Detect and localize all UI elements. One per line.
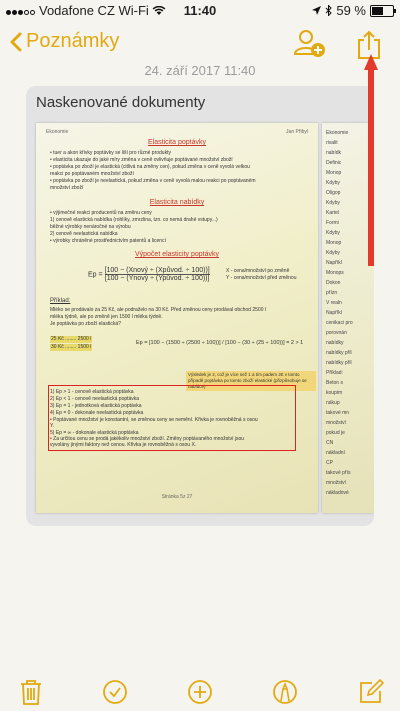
box-line: 5) Ep = ∞ - dokonale elastická poptávka <box>50 430 139 436</box>
next-page-line: pokud je <box>326 430 345 436</box>
battery-icon <box>370 5 394 17</box>
next-page-line: nákup <box>326 400 340 406</box>
next-page-line: množství <box>326 480 347 486</box>
text-line: • tuer a akon křivky poptávky se liší pro různé produkty <box>50 150 171 156</box>
box-line: • Za určitou cenu se prodá jakékoliv množství zboží. Změny poptávaného množství jsou <box>50 436 245 442</box>
text-line: 2) cenově neelastická nabídka <box>50 231 118 237</box>
box-line: 3) Ep = 1 - jednotková elastická poptávka <box>50 403 142 409</box>
next-page-line: takové mn <box>326 410 350 416</box>
next-page-line: Dokon <box>326 280 341 286</box>
status-bar <box>0 0 400 20</box>
trash-icon[interactable] <box>18 679 44 705</box>
red-arrow-annotation <box>364 54 378 268</box>
text-line: • poptávka po zboží je elastická (citlivá na změny cen), pokud změna v ceně vyvolá velkou <box>50 164 250 170</box>
next-page-line: Kartel <box>326 210 340 216</box>
text-line: Je poptávka po zboží elastická? <box>50 321 121 327</box>
next-page-line: Kdyby <box>326 230 340 236</box>
markup-icon[interactable] <box>272 679 298 705</box>
add-people-icon[interactable] <box>292 28 326 58</box>
section-title: Výpočet elasticity poptávky <box>134 251 220 258</box>
next-page-line: nabídk <box>326 150 342 156</box>
add-icon[interactable] <box>187 679 213 705</box>
location-icon <box>312 6 321 15</box>
section-title: Elasticita nabídky <box>149 199 205 206</box>
formula-numerator: [100 − (Xnový ÷ (Xpůvod. ÷ 100))] <box>104 267 210 274</box>
page-header-left: Ekonomie <box>46 129 69 135</box>
next-page-line: Napříkl <box>326 260 342 266</box>
carrier-label: Vodafone CZ Wi-Fi <box>39 3 149 18</box>
next-page-line: koupim <box>326 390 343 396</box>
next-page-line: Napříkl <box>326 310 342 316</box>
next-page-line: nabídky přil <box>326 360 352 366</box>
next-page-line: rivalit <box>326 140 338 146</box>
box-line: • Poptávané množství je konstantní, se změnou ceny se nemění. Křivka je rovnoběžná s osou <box>50 417 258 423</box>
text-line: reakci po poptávaném množství zboží <box>50 171 134 177</box>
next-page-line: Příklad: <box>326 370 343 376</box>
next-page-line: Ekonomie <box>326 130 349 136</box>
box-line: Y. <box>50 423 55 429</box>
formula-lhs: Ep = <box>88 271 103 279</box>
scanned-documents-title: Naskenované dokumenty <box>36 94 206 111</box>
text-line: • výrobky chráněné prostřednictvím patentů a licencí <box>50 238 166 244</box>
next-page-line: přízn <box>326 290 338 296</box>
text-line: 1) cenově elastická nabídka (rohlíky, zmrzlina, tzn. co nemá drahé vstupy...) <box>50 217 218 223</box>
text-line: běžné výrobky nenáročné na výrobu <box>50 224 131 230</box>
formula-y-legend: Y - cena/množství před změnou <box>226 275 297 281</box>
next-page-line: množství <box>326 420 347 426</box>
back-label: Poznámky <box>26 30 120 52</box>
next-page-line: Monop <box>326 240 342 246</box>
checklist-icon[interactable] <box>102 679 128 705</box>
section-title: Elasticita poptávky <box>148 139 206 146</box>
compose-icon[interactable] <box>358 679 384 705</box>
text-line: Mléko se prodávalo za 25 Kč, ale podraželo na 30 Kč. Před změnou ceny prodával obchod 2500 l <box>50 307 266 313</box>
next-page-line: Formi <box>326 220 339 226</box>
page-footer: Stránka 5z 27 <box>161 494 193 500</box>
next-page-line: nabídky přil <box>326 350 352 356</box>
next-page-line: Monop <box>326 170 342 176</box>
next-page-line: Beton s <box>326 380 343 386</box>
text-line: množství zboží <box>50 185 84 191</box>
box-line: 4) Ep = 0 - dokonale neelastická poptávka <box>50 410 144 416</box>
bluetooth-icon <box>325 5 332 16</box>
battery-percent: 59 % <box>336 3 366 18</box>
next-page-line: Monops <box>326 270 344 276</box>
scanned-documents-card[interactable] <box>26 86 374 526</box>
clock: 11:40 <box>183 3 217 18</box>
next-page-line: CN <box>326 440 334 446</box>
next-page-line: porovnán <box>326 330 347 336</box>
next-page-line: Oligop <box>326 190 341 196</box>
calc-result: Ep = [100 − (1500 ÷ (2500 ÷ 100))] / [100 − (30 ÷ (25 ÷ 100))] = 2 > 1 <box>136 340 304 346</box>
next-page-line: takové přís <box>326 470 351 476</box>
text-line: mléka týdně, ale po změně jen 1500 l mléka týdně. <box>50 314 163 320</box>
next-page-line: nabídky <box>326 340 344 346</box>
result-note: Výsledek je 2, což je více než 1 a tím padem JE v tomto případě poptávka po tomto zboží elastické (přizpůsobuje se nabídce) <box>186 371 316 391</box>
calc-line: 30 Kč ........ 1500 l <box>51 344 92 350</box>
scanned-page[interactable] <box>36 123 318 513</box>
next-page-line: nákladní <box>326 450 345 456</box>
navigation-bar <box>0 24 400 64</box>
next-page-line: Kdyby <box>326 180 340 186</box>
formula <box>88 267 210 282</box>
next-page-line: Definic <box>326 160 342 166</box>
box-line: vyvolány jinými faktory než cenou. Křivka je rovnoběžná s osou X. <box>50 442 197 448</box>
formula-denominator: [100 − (Ynový ÷ (Ypůvod. ÷ 100))] <box>104 275 210 282</box>
calc-line: 25 Kč ........ 2500 l <box>51 336 92 342</box>
next-page-line: cenikaci pro <box>326 320 353 326</box>
next-page-line: Kdyby <box>326 250 340 256</box>
next-page-line: V realn <box>326 300 342 306</box>
example-label: Příklad: <box>50 298 71 304</box>
note-date: 24. září 2017 11:40 <box>144 63 256 78</box>
formula-x-legend: X - cena/množství po změně <box>226 268 290 274</box>
chevron-left-icon <box>10 32 22 52</box>
page-header-right: Jan Přibyl <box>286 129 308 135</box>
next-page-line: CP <box>326 460 333 466</box>
box-line: 1) Ep > 1 - cenově elastická poptávka <box>50 389 134 395</box>
next-page-line: nákladové <box>326 490 349 496</box>
back-button[interactable] <box>10 30 119 53</box>
next-page-line: Kdyby <box>326 200 340 206</box>
bottom-toolbar <box>0 671 400 711</box>
text-line: • poptávka po zboží je neelastická, pokud změna v ceně vyvolá malou reakci po poptávaném <box>50 178 256 184</box>
text-line: • elasticita ukazuje do jaké míry změna v ceně ovlivňuje poptávané množství zboží <box>50 157 233 163</box>
box-line: 2) Ep < 1 - cenově neelastická poptávka <box>50 396 140 402</box>
text-line: • výjimečné reakci producentů na změnu ceny <box>50 210 152 216</box>
